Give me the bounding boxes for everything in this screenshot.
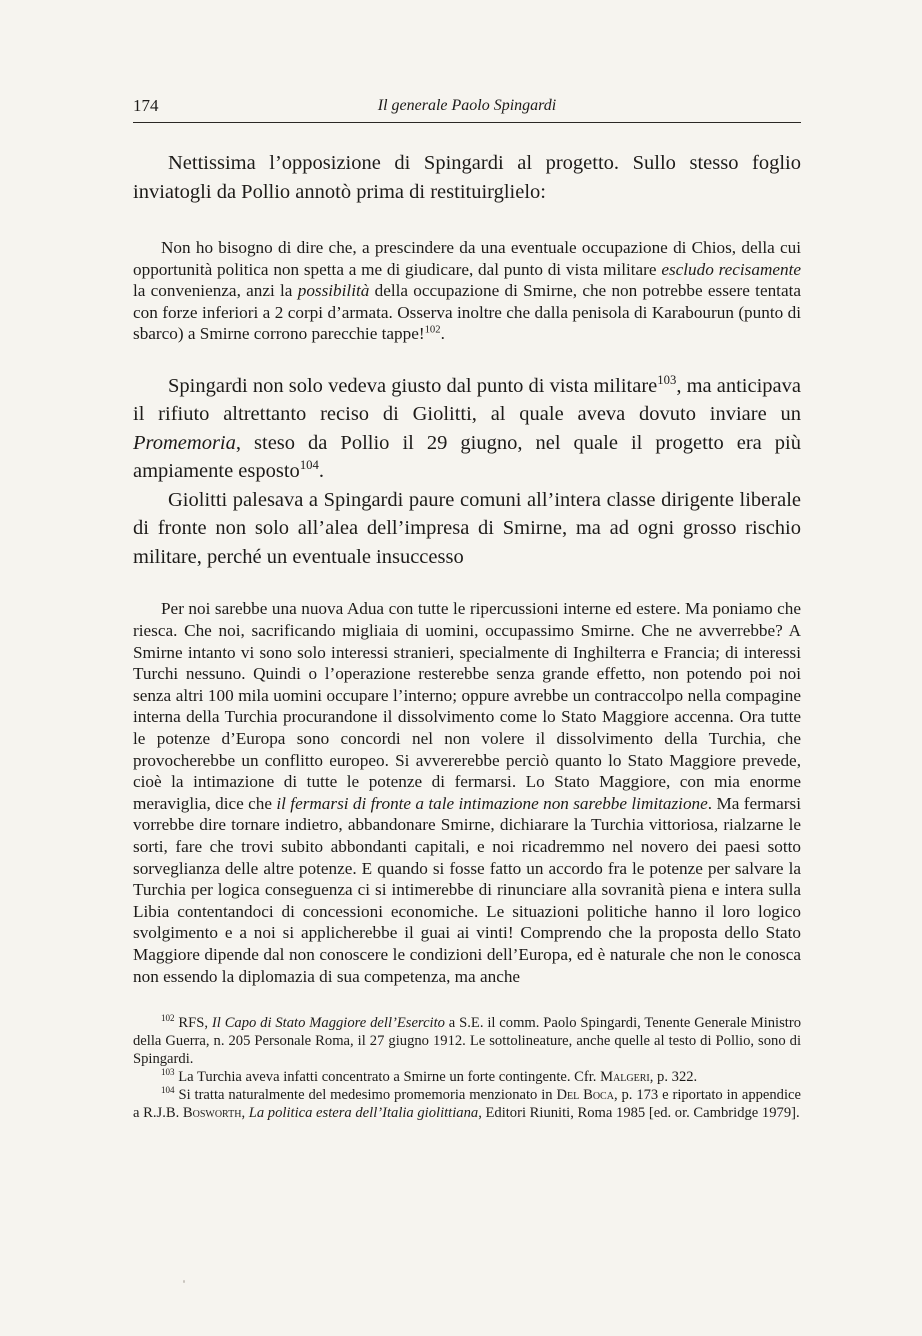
- paragraph-2: Spingardi non solo vedeva giusto dal punto di vista militare$^{103}$, ma anticipava il rifiuto altrettanto reciso di Giolitti, al quale aveva dovuto inviare un Promemoria, steso da Pollio il 29 giugno, nel quale il progetto era più ampiamente esposto$^{104}$.: [133, 373, 801, 483]
- paragraph-1: Nettissima l’opposizione di Spingardi al progetto. Sullo stesso foglio inviatogli da Pollio annotò prima di restituirglielo:: [133, 152, 801, 203]
- footnote-ref-102[interactable]: 102: [424, 324, 441, 336]
- book-page: [133, 92, 801, 1122]
- footnotes: [133, 1014, 801, 1122]
- paragraph-3: Giolitti palesava a Spingardi paure comuni all’intera classe dirigente liberale di fronte non solo all’alea dell’impresa di Smirne, ma ad ogni grosso rischio militare, perché un eventuale insuccesso: [133, 488, 801, 568]
- footnote-104: $^{104}$ Si tratta naturalmente del medesimo promemoria menzionato in Del Boca, p. 173 e riportato in appendice a R.J.B. Bosworth, La politica estera dell’Italia giolittiana, Editori Riuniti, Roma 1985 [ed. or. Cambridge 1979].: [133, 1085, 801, 1122]
- page-number: 174: [133, 96, 159, 115]
- paper-speck: [183, 1280, 185, 1283]
- running-head: [133, 92, 801, 123]
- footnote-103: $^{103}$ La Turchia aveva infatti concentrato a Smirne un forte contingente. Cfr. Malgeri, p. 322.: [161, 1067, 698, 1086]
- footnote-102: $^{102}$ RFS, Il Capo di Stato Maggiore dell’Esercito a S.E. il comm. Paolo Spingardi, Tenente Generale Ministro della Guerra, n. 205 Personale Roma, il 27 giugno 1912. Le sottolineature, anche quelle al testo di Pollio, sono di Spingardi.: [133, 1013, 801, 1068]
- footnote-ref-104[interactable]: 104: [299, 458, 319, 473]
- quotation-2: Per noi sarebbe una nuova Adua con tutte le ripercussioni interne ed estere. Ma poniamo che riesca. Che noi, sacrificando migliaia di uomini, occupassimo Smirne. Che ne avverrebbe? A Smirne intanto vi sono solo interessi stranieri, specialmente di Inghilterra e Francia; di interessi Turchi nessuno. Quindi o l’operazione resterebbe senza grande effetto, non potendo poi noi senza altri 100 mila uomini occupare l’interno; oppure avrebbe un contraccolpo nella compagine interna della Turchia procurandone il dissolvimento come lo Stato Maggiore accenna. Ora tutte le potenze d’Europa sono concordi nel non volere il dissolvimento della Turchia, che provocherebbe un conflitto europeo. Si avvererebbe perciò quanto lo Stato Maggiore prevede, cioè la intimazione di tutte le potenze di fermarsi. Lo Stato Maggiore, con mia enorme meraviglia, dice che il fermarsi di fronte a tale intimazione non sarebbe limitazione. Ma fermarsi vorrebbe dire tornare indietro, abbandonare Smirne, dichiarare la Turchia vittoriosa, rialzarne le sorti, fare che trovi subito abbondanti capitali, e noi ricadremmo nel novero dei paesi sotto sorveglianza delle altre potenze. E quando si fosse fatto un accordo fra le potenze per salvare la Turchia per logica conseguenza ci si intimerebbe di rinunciare alla sovranità piena e intera sulla Libia contentandoci di concessioni economiche. Le situazioni politiche hanno il loro logico svolgimento e a noi si applicherebbe il guai ai vinti! Comprendo che la proposta dello Stato Maggiore dipende dal non conoscere le condizioni dell’Europa, ed è naturale che non le conosca non essendo la diplomazia di sua competenza, ma anche: [133, 599, 801, 986]
- running-title: Il generale Paolo Spingardi: [377, 97, 557, 114]
- footnote-ref-103[interactable]: 103: [657, 373, 677, 388]
- quotation-1: Non ho bisogno di dire che, a prescindere da una eventuale occupazione di Chios, della cui opportunità politica non spetta a me di giudicare, dal punto di vista militare escludo recisamente la convenienza, anzi la possibilità della occupazione di Smirne, che non potrebbe essere tentata con forze inferiori a 2 corpi d’armata. Osserva inoltre che dalla penisola di Karabourun (punto di sbarco) a Smirne corrono parecchie tappe!$^{102}$.: [133, 238, 801, 344]
